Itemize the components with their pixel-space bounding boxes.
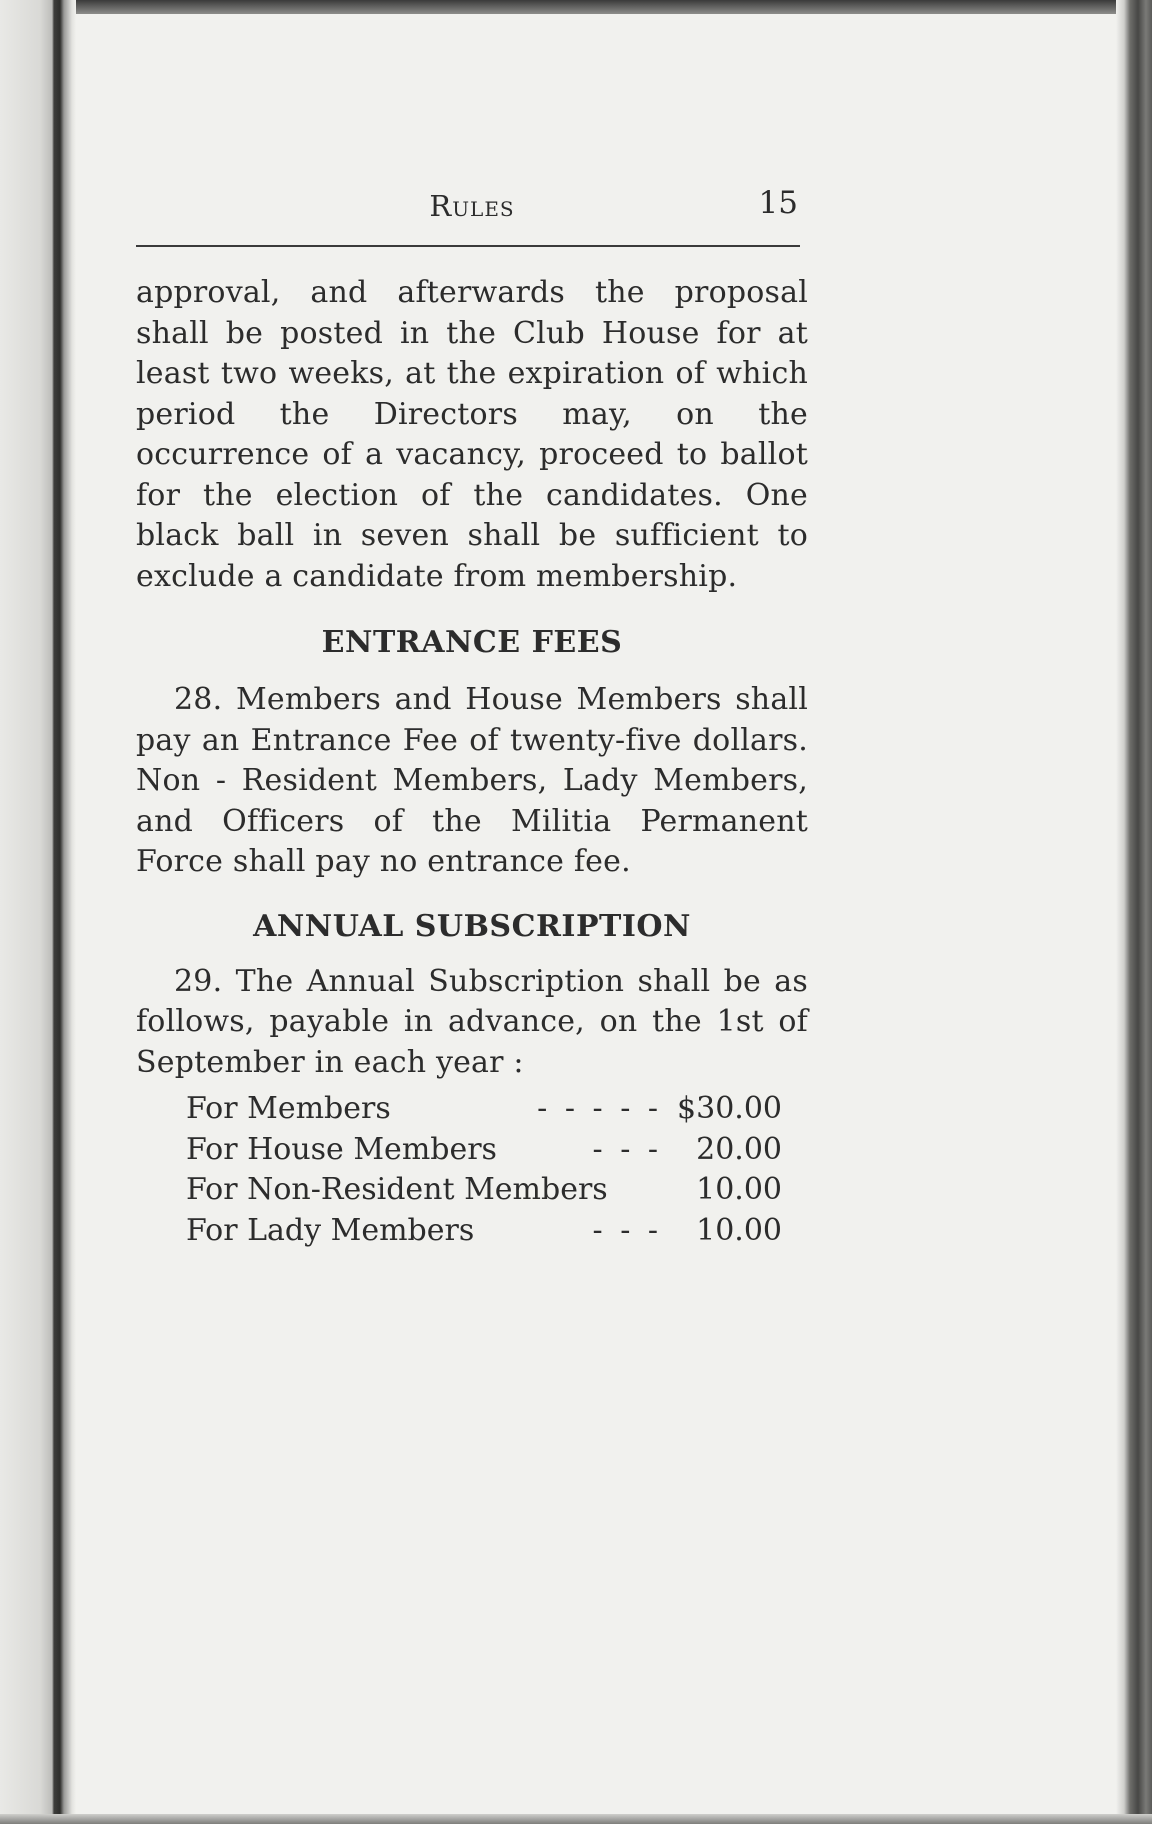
page-number: 15 — [758, 185, 798, 221]
fee-amount: $30.00 — [677, 1091, 782, 1126]
right-page-edge — [1116, 0, 1152, 1824]
rule-29-paragraph: 29. The Annual Subscription shall be as follows, payable in advance, on the 1st of September in each year : — [136, 963, 808, 1080]
continuation-paragraph: approval, and afterwards the proposal shall be posted in the Club House for at least two weeks, at the expiration of which period the Directors may, on the occurrence of a vacancy, proceed to ballot for the election of the candidates. One black ball in seven shall be sufficient to exclude a candidate from membership. — [136, 275, 808, 594]
fee-amount: 10.00 — [696, 1212, 782, 1248]
book-gutter — [0, 0, 76, 1824]
fee-label: For Lady Members — [186, 1212, 475, 1248]
fee-row — [186, 1211, 782, 1252]
rule-28-paragraph: 28. Members and House Members shall pay an Entrance Fee of twenty-five dollars. Non - Resident Members, Lady Members, and Officers of the Militia Permanent Force shall pay no entrance fee. — [136, 682, 808, 879]
fee-label: For House Members — [186, 1131, 497, 1167]
annual-subscription-heading: ANNUAL SUBSCRIPTION — [253, 908, 691, 944]
running-head — [136, 175, 808, 221]
fee-leader-dashes: - - - - - — [537, 1091, 662, 1126]
fee-label: For Non-Resident Members — [186, 1172, 608, 1207]
fee-amount: 10.00 — [696, 1172, 782, 1207]
entrance-fees-heading: ENTRANCE FEES — [321, 625, 623, 660]
top-page-edge — [0, 0, 1152, 14]
fee-amount: 20.00 — [696, 1131, 782, 1167]
running-head-title: Rules — [429, 189, 515, 223]
fee-label: For Members — [186, 1091, 391, 1126]
fee-row — [186, 1170, 782, 1211]
fee-row — [186, 1130, 782, 1171]
page-content — [136, 175, 808, 1251]
fee-row — [186, 1089, 782, 1130]
bottom-page-edge — [0, 1814, 1152, 1824]
header-rule — [136, 245, 800, 247]
subscription-fee-list — [186, 1089, 782, 1251]
fee-leader-dashes: - - - — [592, 1212, 662, 1248]
fee-leader-dashes: - - - — [592, 1131, 662, 1167]
